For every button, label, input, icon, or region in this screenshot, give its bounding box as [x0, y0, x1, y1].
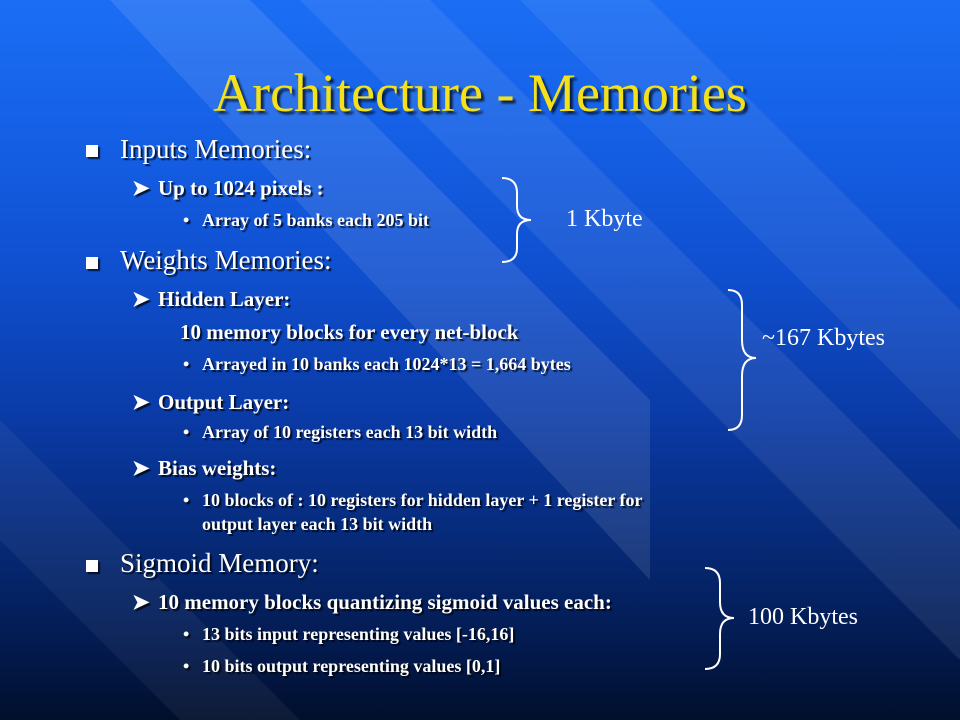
annotation-100-kbytes: 100 Kbytes [748, 604, 858, 630]
dot-bullet-icon: • [183, 210, 190, 230]
slide-title: Architecture - Memories [213, 63, 747, 123]
weights-hidden-bullet: Arrayed in 10 banks each 1024*13 = 1,664 bytes [202, 354, 571, 374]
dot-bullet-icon: • [183, 422, 190, 442]
weights-heading: Weights Memories: [120, 245, 332, 275]
dot-bullet-icon: • [183, 354, 190, 374]
sigmoid-heading: Sigmoid Memory: [120, 548, 319, 578]
weights-hidden-line: 10 memory blocks for every net-block [180, 320, 519, 344]
annotation-1-kbyte: 1 Kbyte [566, 206, 643, 232]
weights-bias: Bias weights: [158, 456, 277, 480]
arrow-bullet-icon: ➤ [132, 287, 150, 311]
weights-output-bullet: Array of 10 registers each 13 bit width [202, 422, 498, 442]
dot-bullet-icon: • [183, 656, 190, 676]
inputs-heading: Inputs Memories: [120, 134, 312, 164]
annotation-167-kbytes: ~167 Kbytes [762, 325, 885, 351]
arrow-bullet-icon: ➤ [132, 456, 150, 480]
inputs-sub1: Up to 1024 pixels : [158, 176, 324, 200]
sigmoid-sub1: 10 memory blocks quantizing sigmoid values each: [158, 590, 612, 614]
arrow-bullet-icon: ➤ [132, 176, 150, 200]
weights-output: Output Layer: [158, 390, 290, 414]
weights-bias-bullet-line2: output layer each 13 bit width [202, 514, 433, 534]
dot-bullet-icon: • [183, 490, 190, 510]
arrow-bullet-icon: ➤ [132, 390, 150, 414]
inputs-bullet1: Array of 5 banks each 205 bit [202, 210, 430, 230]
weights-hidden: Hidden Layer: [158, 287, 291, 311]
dot-bullet-icon: • [183, 624, 190, 644]
arrow-bullet-icon: ➤ [132, 590, 150, 614]
sigmoid-bullet2: 10 bits output representing values [0,1] [202, 656, 501, 676]
weights-bias-bullet-line1: 10 blocks of : 10 registers for hidden layer + 1 register for [202, 490, 643, 510]
sigmoid-bullet1: 13 bits input representing values [-16,16] [202, 624, 515, 644]
